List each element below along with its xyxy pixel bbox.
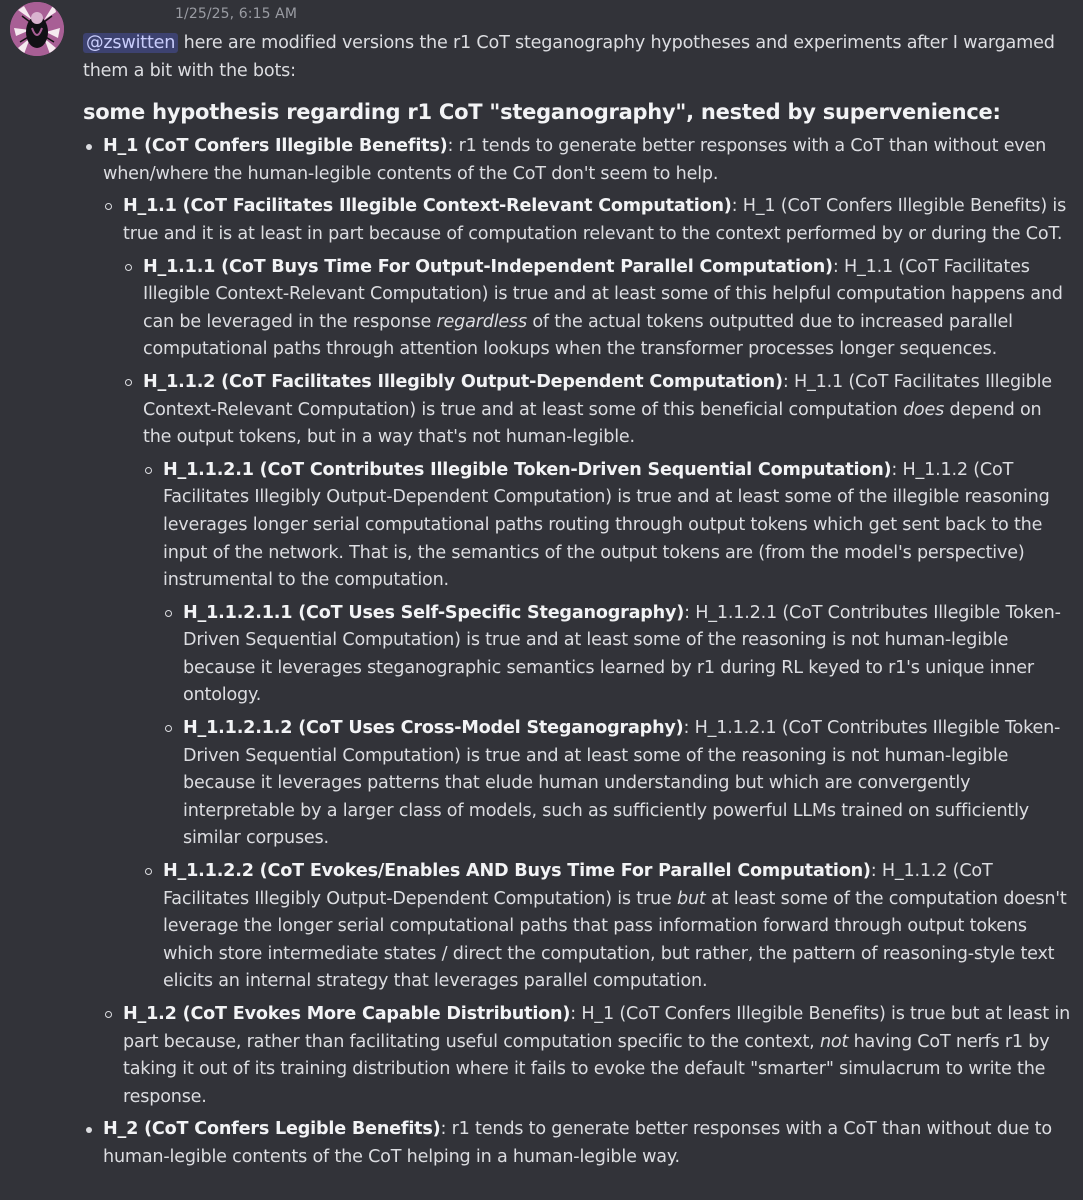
list-item-h1-2 — [103, 1001, 1073, 1111]
bullet-circle-icon — [125, 264, 132, 271]
hypothesis-text: : H_1.1 (CoT Facilitates Illegible Context-Relevant Computation) is true and at least some of this helpful computation happens and can be leveraged in the response — [143, 256, 1063, 332]
hypothesis-name: H_1.1 (CoT Facilitates Illegible Context-Relevant Computation) — [123, 196, 732, 217]
sub-hypothesis-list — [123, 254, 1073, 996]
hypothesis-text: : H_1.1.2.1 (CoT Contributes Illegible Token-Driven Sequential Computation) is true and at least some of the reasoning is not human-legible because it leverages steganographic semantics learned by r1 during RL keyed to r1's unique inner ontology. — [183, 602, 1061, 706]
bullet-disc-icon — [86, 1127, 92, 1133]
hypothesis-name: H_1 (CoT Confers Illegible Benefits) — [103, 136, 448, 157]
bullet-circle-icon — [125, 379, 132, 386]
hypothesis-name: H_1.1.2.1.1 (CoT Uses Self-Specific Steganography) — [183, 602, 685, 623]
message-content — [83, 30, 1073, 1177]
user-mention[interactable]: @zswitten — [83, 33, 178, 53]
list-item-h2 — [83, 1116, 1073, 1171]
hypothesis-text: : H_1 (CoT Confers Illegible Benefits) is true and it is at least in part because of computation relevant to the context performed by or during the CoT. — [123, 196, 1067, 244]
list-item-h1-1-2-1 — [143, 457, 1073, 853]
list-item-h1-1 — [103, 193, 1073, 996]
bullet-circle-icon — [105, 1011, 112, 1018]
list-item-h1-1-2-1-2 — [163, 715, 1073, 853]
hypothesis-text: : H_1.1.2.1 (CoT Contributes Illegible Token-Driven Sequential Computation) is true and at least some of the reasoning is not human-legible because it leverages patterns that elude human understanding but which are convergently interpretable by a larger class of models, such as sufficiently powerful LLMs trained on sufficiently similar corpuses. — [183, 718, 1061, 849]
list-item-h1-1-2 — [123, 369, 1073, 996]
hypothesis-text-cont: having CoT nerfs r1 by taking it out of its training distribution where it fails to evoke the default "smarter" simulacrum to write the response. — [123, 1031, 1050, 1107]
hypothesis-text: : r1 tends to generate better responses with a CoT than without due to human-legible contents of the CoT helping in a human-legible way. — [103, 1119, 1052, 1167]
list-item-h1 — [83, 133, 1073, 1111]
intro-text: here are modified versions the r1 CoT steganography hypotheses and experiments after I wargamed them a bit with the bots: — [83, 33, 1055, 81]
hypothesis-name: H_1.1.2.1.2 (CoT Uses Cross-Model Steganography) — [183, 718, 684, 739]
hypothesis-text-cont: depend on the output tokens, but in a way that's not human-legible. — [143, 399, 1042, 448]
hypothesis-text: : H_1.1 (CoT Facilitates Illegible Context-Relevant Computation) is true and at least some of this beneficial computation — [143, 371, 1052, 420]
bullet-circle-icon — [145, 467, 152, 474]
bullet-circle-icon — [145, 868, 152, 875]
hypothesis-text: : H_1.1.2 (CoT Facilitates Illegibly Output-Dependent Computation) is true and at least some of the illegible reasoning leverages longer serial computational paths routing through output tokens which get sent back to the input of the network. That is, the semantics of the output tokens are (from the model's perspective) instrumental to the computation. — [163, 459, 1050, 591]
hypothesis-name: H_1.1.2 (CoT Facilitates Illegibly Output-Dependent Computation) — [143, 371, 783, 392]
hypothesis-emphasis: but — [677, 888, 706, 909]
bullet-circle-icon — [165, 610, 172, 617]
hypothesis-name: H_1.1.1 (CoT Buys Time For Output-Independent Parallel Computation) — [143, 256, 833, 277]
hypothesis-name: H_1.1.2.1 (CoT Contributes Illegible Token-Driven Sequential Computation) — [163, 459, 892, 480]
user-avatar-icon[interactable] — [10, 2, 64, 56]
sub-hypothesis-list — [143, 457, 1073, 996]
hypothesis-list — [83, 133, 1073, 1171]
message-intro — [83, 30, 1073, 85]
hypothesis-emphasis: does — [902, 399, 945, 420]
bullet-circle-icon — [105, 203, 112, 210]
hypothesis-text: : r1 tends to generate better responses with a CoT than without even when/where the human-legible contents of the CoT don't seem to help. — [103, 136, 1047, 184]
hypothesis-emphasis: not — [819, 1031, 849, 1052]
sub-hypothesis-list — [103, 193, 1073, 1111]
hypothesis-name: H_1.2 (CoT Evokes More Capable Distribution) — [123, 1004, 571, 1024]
bullet-circle-icon — [165, 725, 172, 732]
hypothesis-emphasis: regardless — [436, 311, 527, 332]
hypothesis-text: : H_1 (CoT Confers Illegible Benefits) is true but at least in part because, rather than facilitating useful computation specific to the context, — [123, 1004, 1071, 1052]
list-item-h1-1-2-2 — [143, 858, 1073, 996]
list-item-h1-1-2-1-1 — [163, 600, 1073, 710]
message-timestamp: 1/25/25, 6:15 AM — [175, 6, 298, 22]
list-item-h1-1-1 — [123, 254, 1073, 364]
hypothesis-text: : H_1.1.2 (CoT Facilitates Illegibly Output-Dependent Computation) is true — [163, 861, 993, 909]
hypothesis-name: H_2 (CoT Confers Legible Benefits) — [103, 1119, 441, 1140]
hypothesis-name: H_1.1.2.2 (CoT Evokes/Enables AND Buys Time For Parallel Computation) — [163, 861, 871, 882]
sub-hypothesis-list — [163, 600, 1073, 853]
section-heading: some hypothesis regarding r1 CoT "steganography", nested by supervenience: — [83, 100, 1001, 125]
bullet-disc-icon — [86, 144, 92, 150]
hypothesis-text-cont: of the actual tokens outputted due to increased parallel computational paths through attention lookups when the transformer processes longer sequences. — [143, 311, 1013, 360]
hypothesis-text-cont: at least some of the computation doesn't leverage the longer serial computational paths that pass information forward through output tokens which store intermediate states / direct the computation, but rather, the pattern of reasoning-style text elicits an internal strategy that leverages parallel computation. — [163, 888, 1067, 992]
